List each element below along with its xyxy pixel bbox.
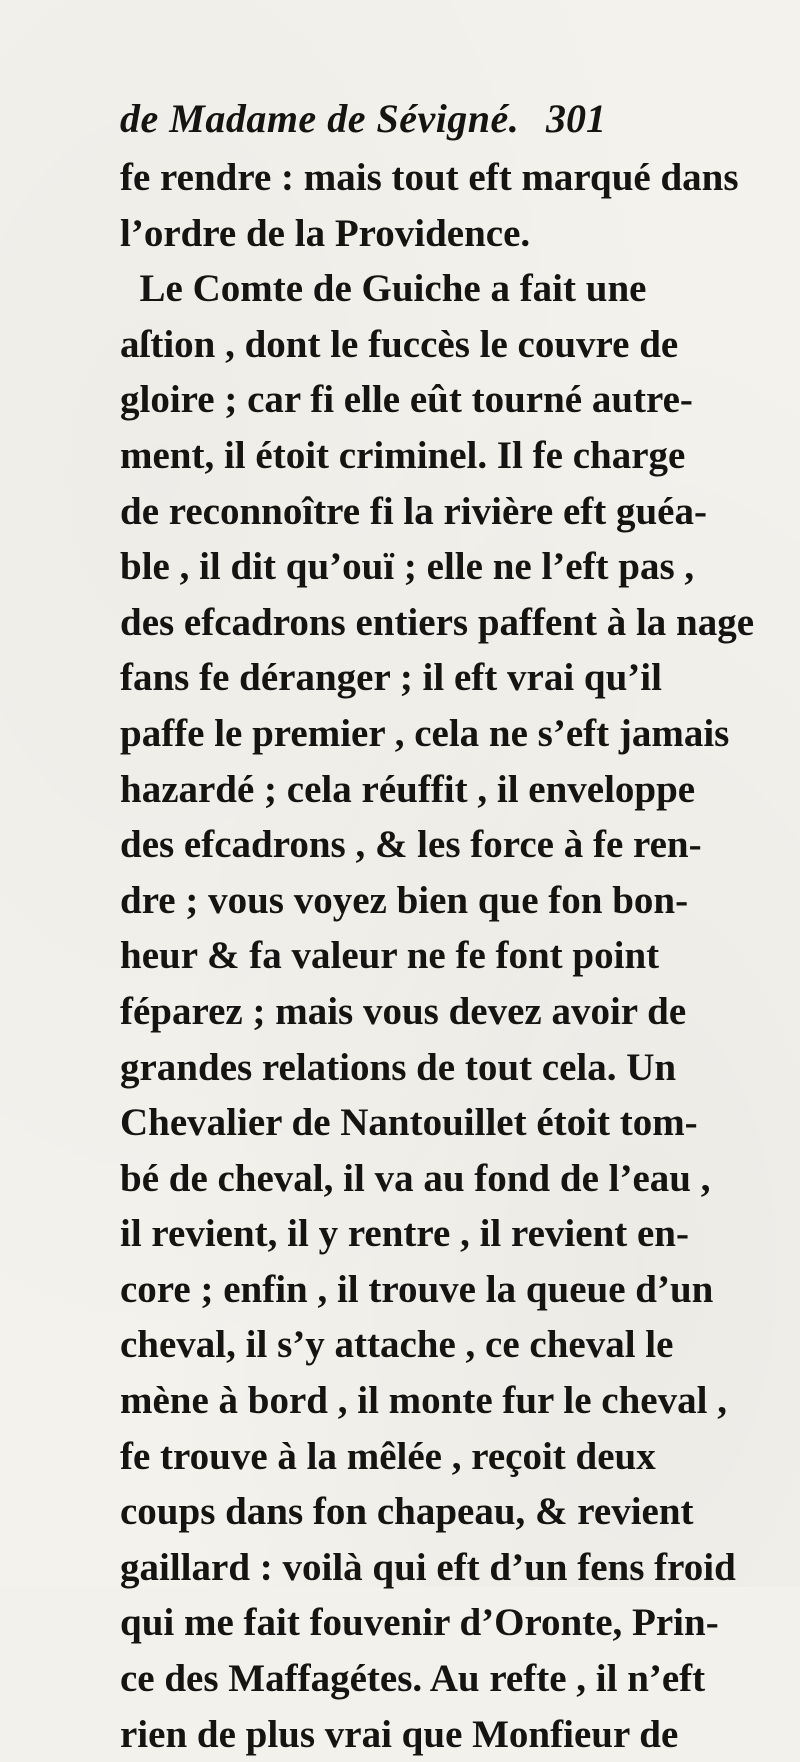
- text-line: féparez ; mais vous devez avoir de: [120, 989, 687, 1033]
- text-line: ble , il dit qu’ouï ; elle ne l’eft pas ,: [120, 545, 695, 589]
- text-line: gaillard : voilà qui eft d’un fens froid: [120, 1545, 736, 1589]
- text-line: grandes relations de tout cela. Un: [120, 1045, 677, 1089]
- text-line: il revient, il y rentre , il revient en-: [120, 1212, 689, 1256]
- text-line: dre ; vous voyez bien que fon bon-: [120, 878, 689, 922]
- text-line: de reconnoître fi la rivière eft guéa-: [120, 489, 707, 533]
- text-line: fe rendre : mais tout eft marqué dans: [120, 156, 739, 199]
- text-line: bé de cheval, il va au fond de l’eau ,: [120, 1156, 711, 1200]
- text-line: l’ordre de la Providence.: [120, 211, 531, 255]
- running-title: de Madame de Sévigné.: [120, 96, 520, 141]
- text-line: Le Comte de Guiche a fait une: [120, 267, 647, 311]
- text-line: ment, il étoit criminel. Il fe charge: [120, 433, 686, 477]
- text-line: paffe le premier , cela ne s’eft jamais: [120, 711, 730, 755]
- text-line: ce des Maffagétes. Au refte , il n’eft: [120, 1657, 706, 1701]
- text-line: hazardé ; cela réuffit , il enveloppe: [120, 767, 696, 811]
- page-number: 301: [546, 96, 606, 141]
- text-line: fans fe déranger ; il eft vrai qu’il: [120, 656, 662, 700]
- text-line: aſtion , dont le fuccès le couvre de: [120, 322, 679, 366]
- text-line: des efcadrons , & les force à fe ren-: [120, 823, 702, 867]
- text-line: des efcadrons entiers paffent à la nage: [120, 600, 755, 644]
- text-line: core ; enfin , il trouve la queue d’un: [120, 1267, 714, 1311]
- running-head: [120, 95, 780, 145]
- text-line: heur & fa valeur ne fe font point: [120, 934, 660, 978]
- text-line: cheval, il s’y attache , ce cheval le: [120, 1323, 674, 1367]
- text-line: gloire ; car fi elle eût tourné autre-: [120, 378, 693, 422]
- text-line: mène à bord , il monte fur le cheval ,: [120, 1379, 727, 1423]
- text-line: Chevalier de Nantouillet étoit tom-: [120, 1101, 698, 1145]
- text-line: rien de plus vrai que Monfieur de: [120, 1712, 679, 1756]
- text-line: qui me fait fouvenir d’Oronte, Prin-: [120, 1601, 719, 1645]
- body-text: [120, 150, 800, 1762]
- text-line: fe trouve à la mêlée , reçoit deux: [120, 1434, 656, 1478]
- text-line: coups dans fon chapeau, & revient: [120, 1490, 694, 1534]
